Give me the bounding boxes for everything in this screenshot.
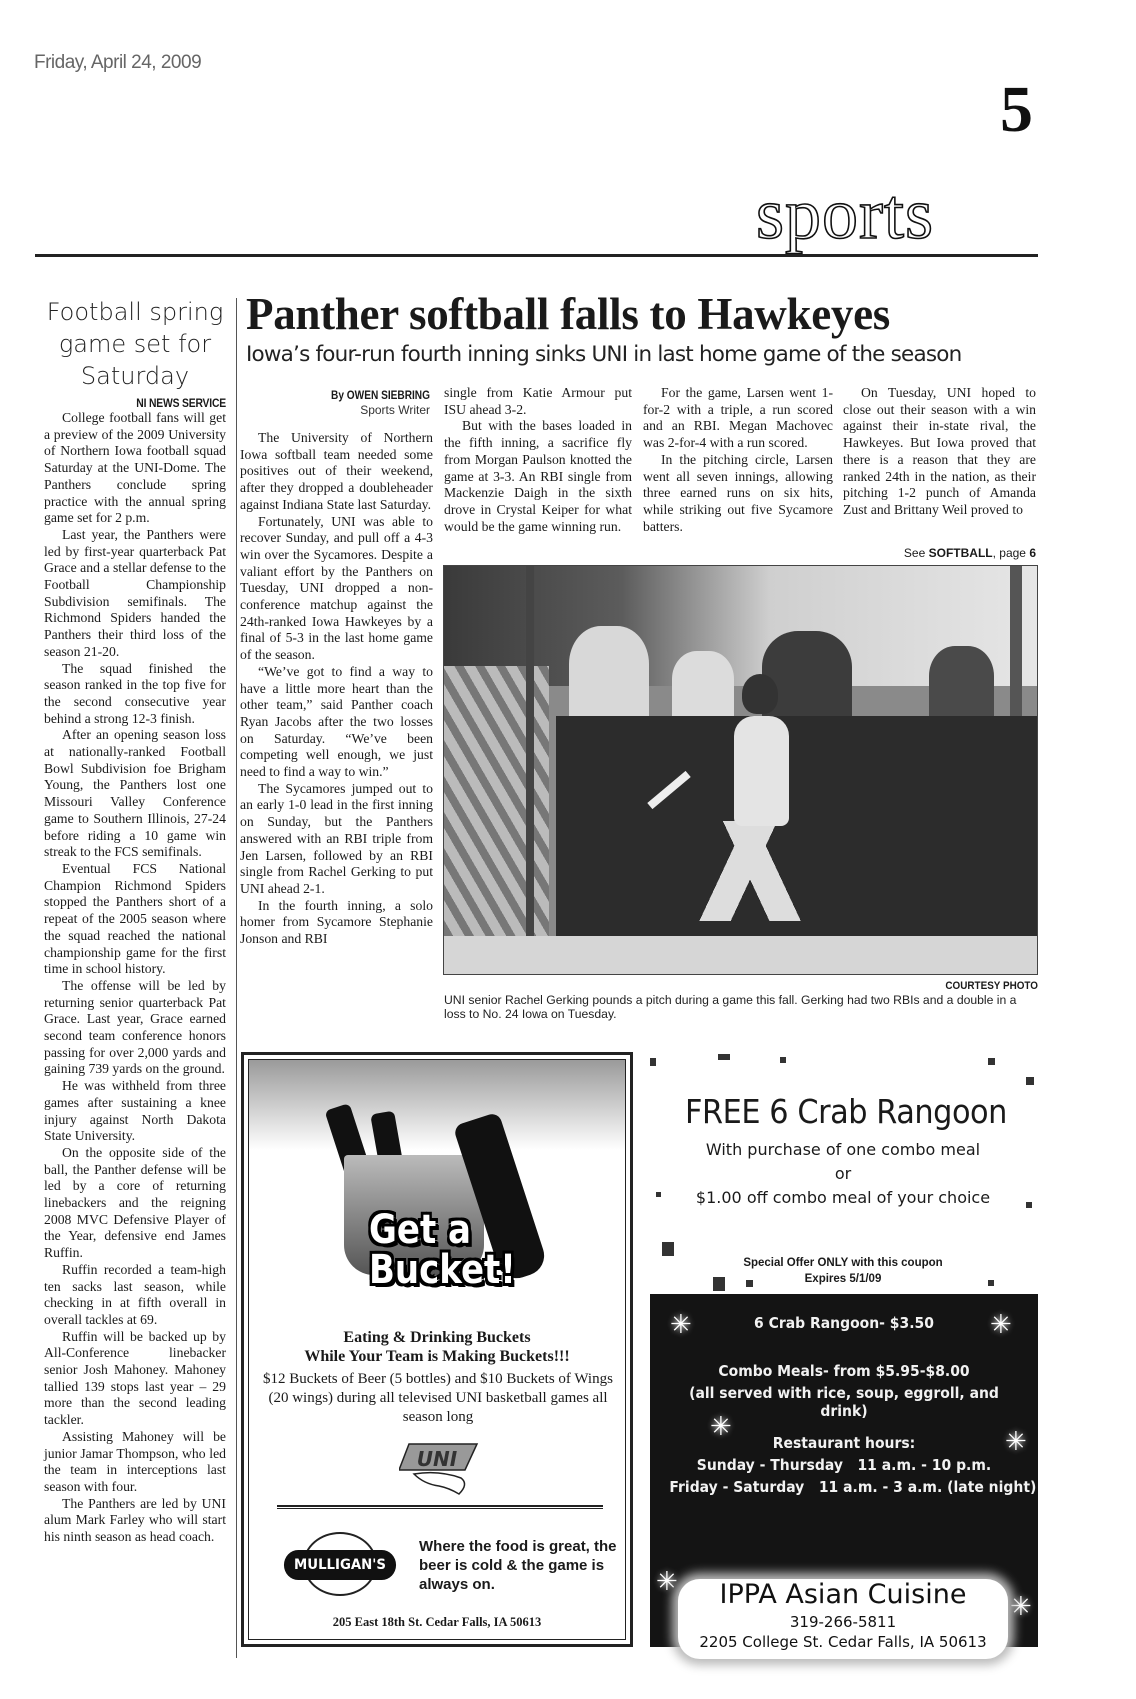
spectator: [929, 646, 994, 721]
photo-pole: [526, 566, 534, 936]
paragraph: On Tuesday, UNI hoped to close out their season with a win against their in-state rival, the Hawkeyes. But Iowa proved that there is a reason that they are ranked 24th in the nation, as their pitching 1-2 punch of Amanda Zust and Brittany Weil proved to: [843, 385, 1036, 517]
speckle: [662, 1242, 674, 1256]
main-subhead: Iowa’s four-run fourth inning sinks UNI in last home game of the season: [246, 342, 962, 367]
column-divider: [236, 298, 237, 1658]
jump-link[interactable]: See SOFTBALL, page 6: [903, 546, 1036, 560]
menu-price: Combo Meals- from $5.95-$8.00: [718, 1362, 970, 1380]
left-article-headline: Football spring game set for Saturday: [46, 298, 224, 390]
masthead-rule: [35, 254, 1038, 257]
mulligans-logo: [281, 1532, 399, 1596]
sparkle-icon: ✳: [670, 1310, 692, 1340]
svg-text:UNI: UNI: [416, 1447, 458, 1471]
ad-details: $12 Buckets of Beer (5 bottles) and $10 Buckets of Wings (20 wings) during all televised UNI basketball games all season long: [263, 1371, 613, 1425]
main-article-column-3: [643, 385, 833, 535]
coupon-area: [648, 1052, 1038, 1292]
sparkle-icon: ✳: [990, 1310, 1012, 1340]
paragraph: The Panthers are led by UNI alum Mark Farley who will start his ninth season as head coach.: [44, 1495, 226, 1545]
hours-line: Friday - Saturday 11 a.m. - 3 a.m. (late night): [669, 1478, 1037, 1496]
paragraph: On the opposite side of the ball, the Panther defense will be led by a core of returning linebackers and the reigning 2008 MVC Defensive Player of the Year, defensive end James Ruffin.: [44, 1144, 226, 1261]
softball-photo: [443, 565, 1038, 975]
sparkle-icon: ✳: [1010, 1592, 1032, 1622]
hours-line: Sunday - Thursday 11 a.m. - 10 p.m.: [696, 1456, 992, 1474]
mulligans-wordmark: MULLIGAN'S: [284, 1550, 396, 1580]
author-role: Sports Writer: [360, 403, 430, 417]
page-number: 5: [1000, 73, 1033, 146]
main-article-column-1: [240, 430, 433, 948]
speckle: [718, 1054, 730, 1060]
left-article-byline: NI NEWS SERVICE: [136, 398, 226, 410]
mulligans-ad: [241, 1052, 633, 1647]
photo-pole: [1010, 566, 1022, 716]
paragraph: In the fourth inning, a solo homer from Sycamore Stephanie Jonson and RBI: [240, 897, 433, 947]
paragraph: Assisting Mahoney will be junior Jamar Thompson, who led the team in interceptions last season with four.: [44, 1428, 226, 1494]
speckle: [1026, 1077, 1034, 1085]
coupon-line: $1.00 off combo meal of your choice: [695, 1188, 991, 1207]
section-title: sports: [756, 174, 935, 254]
speckle: [780, 1057, 786, 1063]
sparkle-icon: ✳: [710, 1412, 732, 1442]
paragraph: The University of Northern Iowa softball team needed some positives out of their weekend, after they dropped a doubleheader against Indiana State last Saturday.: [240, 430, 433, 512]
paragraph: The squad finished the season ranked in the top five for the second consecutive year behind a strong 12-3 finish.: [44, 660, 226, 726]
paragraph: After an opening season loss at nationally-ranked Football Bowl Subdivision foe Brigham Young, the Panthers lost one Missouri Valley Conference game to Southern Illinois, 27-24 before riding a 10 game win streak to the FCS semifinals.: [44, 727, 226, 860]
paragraph: He was withheld from three games after sustaining a knee injury against North Dakota State University.: [44, 1078, 226, 1144]
photo-ground: [444, 936, 1037, 975]
ad-tagline: Eating & Drinking Buckets While Your Team is Making Buckets!!!: [304, 1329, 570, 1365]
ippa-phone: 319-266-5811: [789, 1613, 897, 1631]
paragraph: In the pitching circle, Larsen went all seven innings, allowing three earned runs on six hits, while striking out five Sycamore batters.: [643, 451, 833, 534]
coupon-headline: FREE 6 Crab Rangoon: [685, 1092, 1007, 1131]
main-article-column-2: [444, 385, 632, 535]
speckle: [650, 1058, 656, 1066]
paragraph: Eventual FCS National Champion Richmond Spiders stopped the Panthers short of a repeat of the 2005 season where the squad reached the national championship game for the first time in school history.: [44, 860, 226, 977]
jump-keyword: SOFTBALL: [928, 546, 993, 560]
ippa-brand-box: [678, 1579, 1008, 1659]
ippa-coupon-ad: [648, 1052, 1038, 1651]
ippa-address: 2205 College St. Cedar Falls, IA 50613: [699, 1633, 987, 1651]
hours-title: Restaurant hours:: [772, 1434, 916, 1452]
author-name: By OWEN SIEBRING: [331, 390, 430, 402]
photo-credit: COURTESY PHOTO: [945, 980, 1038, 992]
main-article-column-4: [843, 385, 1036, 519]
menu-note: (all served with rice, soup, eggroll, and drink): [689, 1384, 999, 1420]
jump-page: 6: [1029, 546, 1036, 560]
paragraph: “We’ve got to find a way to have a little more heart than the other team,” said Panther coach Ryan Jacobs after the two losses on Saturday. “We’ve been competing well enough, we just need to find a way to win.”: [240, 663, 433, 780]
ad-gradient: [249, 1060, 625, 1150]
batter-legs: [699, 821, 809, 921]
ad-slogan: Where the food is great, the beer is cold & the game is always on.: [419, 1538, 617, 1593]
paragraph: single from Katie Armour put ISU ahead 3-2.: [444, 385, 632, 417]
batter-helmet: [742, 674, 778, 714]
ad-divider: [277, 1505, 603, 1509]
paragraph: Ruffin will be backed up by All-Conference linebacker senior Josh Mahoney. Mahoney tallied 139 stops last year – 29 more than the second leading tackler.: [44, 1328, 226, 1428]
paragraph: Fortunately, UNI was able to recover Sunday, and pull off a 4-3 win over the Sycamores. Despite a valiant effort by the Panthers on Tuesday, UNI dropped a non-conference matchup against the 24th-ranked Iowa Hawkeyes by a final of 5-3 in the last home game of the season.: [240, 513, 433, 663]
issue-date: Friday, April 24, 2009: [34, 52, 202, 73]
menu-price: 6 Crab Rangoon- $3.50: [754, 1314, 934, 1332]
ad-title: Get a Bucket!: [369, 1207, 516, 1293]
paragraph: But with the bases loaded in the fifth inning, a sacrifice fly from Morgan Paulson knotted the game at 3-3. An RBI single from Mackenzie Daigh in the sixth drove in Crystal Keiper for what would be the game winning run.: [444, 418, 632, 534]
left-article: [44, 296, 226, 1546]
main-byline: [300, 390, 430, 417]
ad-address: 205 East 18th St. Cedar Falls, IA 50613: [332, 1615, 542, 1629]
spectator: [762, 631, 852, 721]
batter-body: [734, 716, 789, 826]
ippa-brand: IPPA Asian Cuisine: [719, 1579, 967, 1610]
coupon-line: With purchase of one combo meal: [705, 1140, 981, 1159]
left-article-body: [44, 410, 226, 1546]
sparkle-icon: ✳: [1005, 1427, 1027, 1457]
coupon-terms: Special Offer ONLY with this coupon Expires 5/1/09: [743, 1257, 943, 1285]
speckle: [988, 1058, 995, 1065]
coupon-line: or: [834, 1164, 852, 1183]
paragraph: The offense will be led by returning senior quarterback Pat Grace. Last year, Grace earned second team conference honors passing for over 2,000 yards and gaining 739 yards on the ground.: [44, 977, 226, 1077]
paragraph: Ruffin recorded a team-high ten sacks last season, while checking in at fifth overall in overall tackles at 69.: [44, 1261, 226, 1327]
photo-caption: UNI senior Rachel Gerking pounds a pitch during a game this fall. Gerking had two RBIs and a double in a loss to No. 24 Iowa on Tuesday.: [444, 993, 1017, 1021]
paragraph: College football fans will get a preview of the 2009 University of Northern Iowa football squad Saturday at the UNI-Dome. The Panthers conclude spring practice with the annual spring game set for 2 p.m.: [44, 410, 226, 526]
paragraph: For the game, Larsen went 1-for-2 with a triple, a run scored and an RBI. Megan Machovec was 2-for-4 with a run scored.: [643, 385, 833, 451]
uni-panther-logo-icon: [399, 1442, 479, 1497]
paragraph: Last year, the Panthers were led by first-year quarterback Pat Grace and a stellar defense to the Football Championship Subdivision semifinals. The Richmond Spiders handed the Panthers their third loss of the season 21-20.: [44, 526, 226, 659]
sparkle-icon: ✳: [656, 1567, 678, 1597]
spectator: [569, 626, 649, 721]
main-headline: Panther softball falls to Hawkeyes: [246, 289, 890, 339]
paragraph: The Sycamores jumped out to an early 1-0 lead in the first inning on Sunday, but the Panthers answered with an RBI triple from Jen Larsen, followed by an RBI single from Rachel Gerking to put UNI ahead 2-1.: [240, 780, 433, 896]
spectator: [672, 651, 734, 721]
